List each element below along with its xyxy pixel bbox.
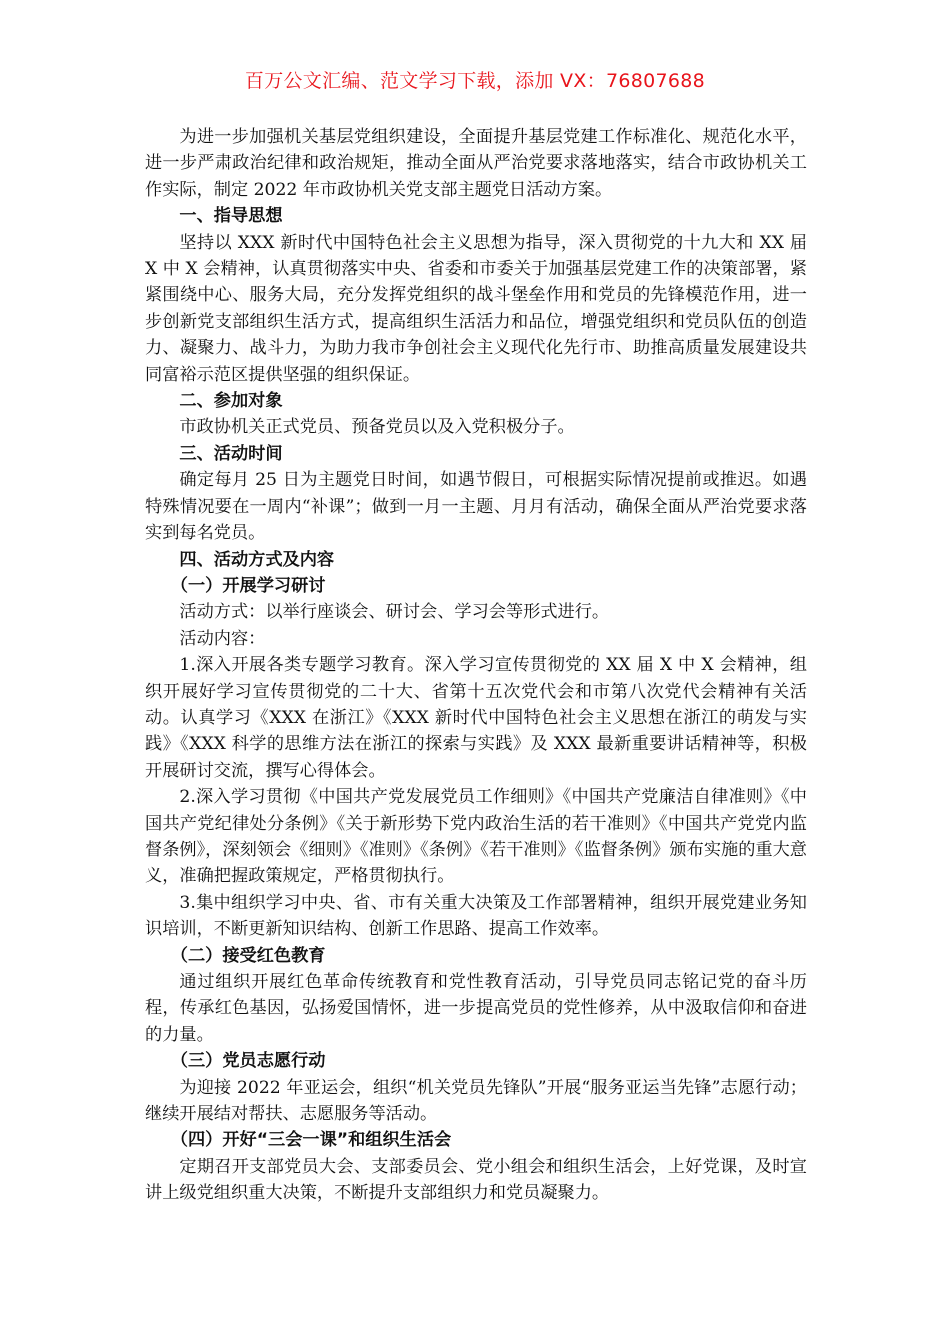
subsection-heading: （三）党员志愿行动 (170, 1051, 326, 1072)
watermark-banner: 百万公文汇编、范文学习下载，添加 VX：76807688 (244, 70, 706, 92)
section-heading: 四、活动方式及内容 (179, 549, 335, 570)
subsection-heading: （一）开展学习研讨 (170, 575, 326, 596)
document-body (145, 124, 807, 1207)
section-paragraph: 定期召开支部党员大会、支部委员会、党小组会和组织生活会，上好党课，及时宣讲上级党组织重大决策，不断提升支部组织力和党员凝聚力。 (145, 1156, 807, 1204)
section-heading: 二、参加对象 (179, 391, 283, 412)
section-heading: 三、活动时间 (179, 443, 283, 464)
intro-paragraph: 为进一步加强机关基层党组织建设，全面提升基层党建工作标准化、规范化水平，进一步严肃政治纪律和政治规矩，推动全面从严治党要求落地落实，结合市政协机关工作实际，制定 2022 年市政协机关党支部主题党日活动方案。 (145, 127, 807, 200)
section-heading: 一、指导思想 (179, 206, 283, 227)
section-paragraph: 市政协机关正式党员、预备党员以及入党积极分子。 (179, 417, 575, 438)
subsection-heading: （二）接受红色教育 (170, 945, 326, 966)
section-paragraph: 坚持以 XXX 新时代中国特色社会主义思想为指导，深入贯彻党的十九大和 XX 届 X 中 X 会精神，认真贯彻落实中央、省委和市委关于加强基层党建工作的决策部署，紧紧围绕中心、服务大局，充分发挥党组织的战斗堡垒作用和党员的先锋模范作用，进一步创新党支部组织生活方式，提高组织生活活力和品位，增强党组织和党员队伍的创造力、凝聚力、战斗力，为助力我市争创社会主义现代化先行市、助推高质量发展建设共同富裕示范区提供坚强的组织保证。 (145, 232, 807, 385)
list-item: 2.深入学习贯彻《中国共产党发展党员工作细则》《中国共产党廉洁自律准则》《中国共产党纪律处分条例》《关于新形势下党内政治生活的若干准则》《中国共产党党内监督条例》，深刻领会《细则》《准则》《条例》《若干准则》《监督条例》颁布实施的重大意义，准确把握政策规定，严格贯彻执行。 (145, 787, 807, 887)
list-item: 1.深入开展各类专题学习教育。深入学习宣传贯彻党的 XX 届 X 中 X 会精神，组织开展好学习宣传贯彻党的二十大、省第十五次党代会和市第八次党代会精神有关活动。认真学习《XXX 在浙江》《XXX 新时代中国特色社会主义思想在浙江的萌发与实践》《XXX 科学的思维方法在浙江的探索与实践》及 XXX 最新重要讲话精神等，积极开展研讨交流，撰写心得体会。 (145, 655, 807, 781)
section-paragraph: 确定每月 25 日为主题党日时间，如遇节假日，可根据实际情况提前或推迟。如遇特殊情况要在一周内“补课”；做到一月一主题、月月有活动，确保全面从严治党要求落实到每名党员。 (145, 470, 807, 544)
section-paragraph: 通过组织开展红色革命传统教育和党性教育活动，引导党员同志铭记党的奋斗历程，传承红色基因，弘扬爱国情怀，进一步提高党员的党性修养，从中汲取信仰和奋进的力量。 (145, 972, 807, 1045)
section-paragraph: 活动方式：以举行座谈会、研讨会、学习会等形式进行。 (179, 602, 610, 623)
list-item: 3.集中组织学习中央、省、市有关重大决策及工作部署精神，组织开展党建业务知识培训，不断更新知识结构、创新工作思路、提高工作效率。 (145, 892, 807, 940)
section-paragraph: 为迎接 2022 年亚运会，组织“机关党员先锋队”开展“服务亚运当先锋”志愿行动；继续开展结对帮扶、志愿服务等活动。 (145, 1077, 807, 1125)
subsection-heading: （四）开好“三会一课”和组织生活会 (170, 1130, 452, 1151)
section-paragraph: 活动内容： (179, 628, 266, 649)
